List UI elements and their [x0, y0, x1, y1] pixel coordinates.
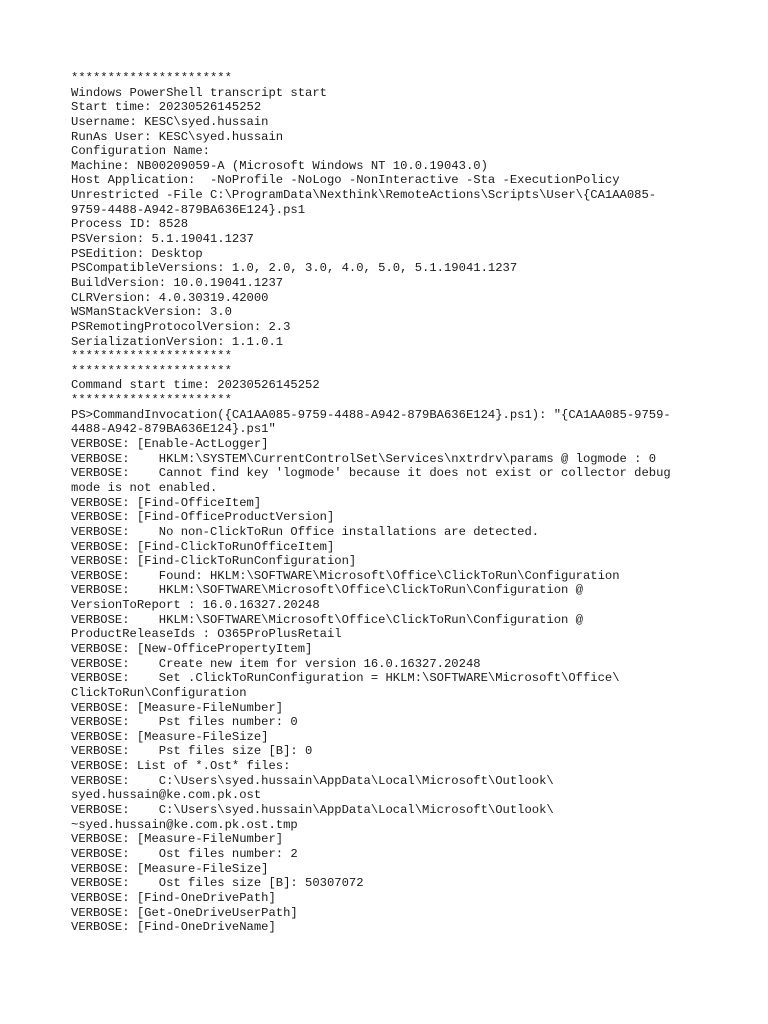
- transcript-line: VERBOSE: Pst files size [B]: 0: [71, 744, 313, 759]
- transcript-line: VERBOSE: [Measure-FileNumber]: [71, 700, 284, 715]
- transcript-line: VERBOSE: No non-ClickToRun Office installations are detected.: [71, 524, 540, 539]
- transcript-line: PSVersion: 5.1.19041.1237: [71, 232, 254, 247]
- transcript-line: VERBOSE: [Find-OneDriveName]: [71, 920, 276, 935]
- transcript-line: Start time: 20230526145252: [71, 100, 262, 115]
- transcript-line: VERBOSE: [Find-OfficeItem]: [71, 495, 262, 510]
- transcript-line: **********************: [71, 349, 232, 364]
- transcript-line: PSEdition: Desktop: [71, 246, 203, 261]
- transcript-line: Machine: NB00209059-A (Microsoft Windows NT 10.0.19043.0): [71, 158, 488, 173]
- transcript-line: VERBOSE: Found: HKLM:\SOFTWARE\Microsoft\Office\ClickToRun\Configuration: [71, 568, 620, 583]
- transcript-line: VERBOSE: List of *.Ost* files:: [71, 759, 291, 774]
- transcript-line: VERBOSE: [Find-OfficeProductVersion]: [71, 510, 335, 525]
- transcript-line: **********************: [71, 393, 232, 408]
- transcript-line: **********************: [71, 363, 232, 378]
- transcript-line: VERBOSE: [Get-OneDriveUserPath]: [71, 905, 298, 920]
- transcript-line: VERBOSE: [Find-ClickToRunOfficeItem]: [71, 539, 335, 554]
- transcript-text: [71, 71, 711, 935]
- transcript-line: VERBOSE: HKLM:\SOFTWARE\Microsoft\Office\ClickToRun\Configuration @: [71, 583, 583, 598]
- transcript-line: Configuration Name:: [71, 144, 210, 159]
- transcript-line: VERBOSE: Set .ClickToRunConfiguration = HKLM:\SOFTWARE\Microsoft\Office\: [71, 671, 620, 686]
- transcript-line: VERBOSE: HKLM:\SYSTEM\CurrentControlSet\Services\nxtrdrv\params @ logmode : 0: [71, 451, 657, 466]
- transcript-line: VERBOSE: Pst files number: 0: [71, 715, 298, 730]
- transcript-line: VERBOSE: [Measure-FileSize]: [71, 729, 269, 744]
- transcript-line: Windows PowerShell transcript start: [71, 85, 327, 100]
- transcript-line: syed.hussain@ke.com.pk.ost: [71, 788, 262, 803]
- transcript-line: VERBOSE: C:\Users\syed.hussain\AppData\Local\Microsoft\Outlook\: [71, 773, 554, 788]
- transcript-line: RunAs User: KESC\syed.hussain: [71, 129, 284, 144]
- transcript-line: 4488-A942-879BA636E124}.ps1": [71, 422, 276, 437]
- transcript-line: Username: KESC\syed.hussain: [71, 114, 269, 129]
- transcript-line: VERBOSE: HKLM:\SOFTWARE\Microsoft\Office\ClickToRun\Configuration @: [71, 612, 583, 627]
- transcript-line: VERBOSE: Ost files number: 2: [71, 846, 298, 861]
- transcript-line: PSRemotingProtocolVersion: 2.3: [71, 319, 291, 334]
- transcript-line: ~syed.hussain@ke.com.pk.ost.tmp: [71, 817, 298, 832]
- transcript-line: VERBOSE: [Find-OneDrivePath]: [71, 890, 276, 905]
- transcript-line: VERBOSE: [New-OfficePropertyItem]: [71, 641, 313, 656]
- transcript-line: VERBOSE: [Measure-FileNumber]: [71, 832, 284, 847]
- transcript-line: Unrestricted -File C:\ProgramData\Nexthink\RemoteActions\Scripts\User\{CA1AA085-: [71, 188, 657, 203]
- transcript-line: Command start time: 20230526145252: [71, 378, 320, 393]
- transcript-line: WSManStackVersion: 3.0: [71, 305, 232, 320]
- transcript-line: VERBOSE: C:\Users\syed.hussain\AppData\Local\Microsoft\Outlook\: [71, 803, 554, 818]
- transcript-line: Host Application: -NoProfile -NoLogo -NonInteractive -Sta -ExecutionPolicy: [71, 173, 620, 188]
- transcript-line: VERBOSE: Create new item for version 16.0.16327.20248: [71, 656, 481, 671]
- transcript-line: BuildVersion: 10.0.19041.1237: [71, 275, 284, 290]
- transcript-line: SerializationVersion: 1.1.0.1: [71, 334, 284, 349]
- transcript-line: PS>CommandInvocation({CA1AA085-9759-4488-A942-879BA636E124}.ps1): "{CA1AA085-9759-: [71, 407, 671, 422]
- transcript-line: mode is not enabled.: [71, 480, 218, 495]
- transcript-line: VERBOSE: Ost files size [B]: 50307072: [71, 876, 364, 891]
- transcript-line: 9759-4488-A942-879BA636E124}.ps1: [71, 202, 306, 217]
- transcript-line: VERBOSE: [Measure-FileSize]: [71, 861, 269, 876]
- transcript-line: **********************: [71, 71, 232, 85]
- transcript-line: Process ID: 8528: [71, 217, 189, 232]
- transcript-line: VERBOSE: [Enable-ActLogger]: [71, 437, 269, 452]
- transcript-line: VersionToReport : 16.0.16327.20248: [71, 598, 320, 613]
- transcript-line: VERBOSE: [Find-ClickToRunConfiguration]: [71, 554, 357, 569]
- transcript-line: ProductReleaseIds : O365ProPlusRetail: [71, 627, 342, 642]
- transcript-line: ClickToRun\Configuration: [71, 685, 247, 700]
- transcript-line: CLRVersion: 4.0.30319.42000: [71, 290, 269, 305]
- transcript-line: PSCompatibleVersions: 1.0, 2.0, 3.0, 4.0, 5.0, 5.1.19041.1237: [71, 261, 518, 276]
- transcript-line: VERBOSE: Cannot find key 'logmode' because it does not exist or collector debug: [71, 466, 671, 481]
